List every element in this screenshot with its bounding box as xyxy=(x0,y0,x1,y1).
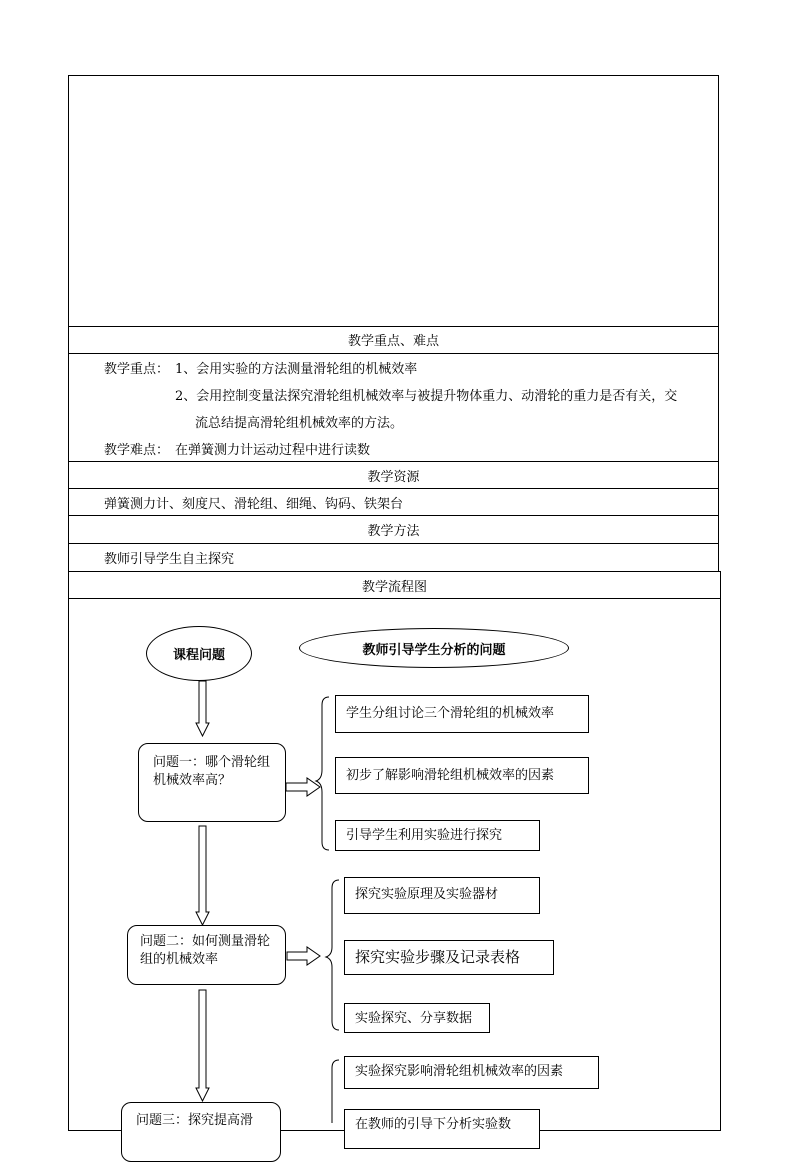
question-2-line1: 问题二：如何测量滑轮 xyxy=(140,934,271,949)
key-difficult-header: 教学重点、难点 xyxy=(347,334,439,349)
guide-node: 教师引导学生分析的问题 xyxy=(299,628,569,668)
difficult-point: 在弹簧测力计运动过程中进行读数 xyxy=(175,443,371,458)
q2-item-3: 实验探究、分享数据 xyxy=(344,1003,490,1033)
arrow-right-2 xyxy=(287,947,320,965)
q3-item-1: 实验探究影响滑轮组机械效率的因素 xyxy=(344,1056,599,1089)
question-1-line2: 机械效率高？ xyxy=(153,773,232,788)
q2-item-2: 探究实验步骤及记录表格 xyxy=(344,940,554,975)
question-3-line1: 问题三：探究提高滑 xyxy=(136,1113,254,1128)
methods-text: 教师引导学生自主探究 xyxy=(104,552,235,567)
brace-1 xyxy=(316,697,329,850)
resources-text: 弹簧测力计、刻度尺、滑轮组、细绳、钩码、铁架台 xyxy=(104,497,404,512)
question-1-line1: 问题一：哪个滑轮组 xyxy=(153,755,271,770)
arrow-down-1 xyxy=(196,681,209,736)
question-2-line2: 组的机械效率 xyxy=(140,952,219,967)
arrow-right-1 xyxy=(286,778,320,796)
key-point-1: 1、会用实验的方法测量滑轮组的机械效率 xyxy=(175,362,418,377)
question-3-box xyxy=(121,1102,281,1162)
methods-header: 教学方法 xyxy=(367,524,420,539)
question-2-box xyxy=(127,925,286,985)
q3-item-2: 在教师的引导下分析实验数 xyxy=(344,1109,540,1149)
start-node: 课程问题 xyxy=(146,626,252,681)
key-point-2-line1: 2、会用控制变量法探究滑轮组机械效率与被提升物体重力、动滑轮的重力是否有关，交 xyxy=(175,389,678,404)
flowchart-header: 教学流程图 xyxy=(361,580,427,595)
difficult-label: 教学难点： xyxy=(104,443,170,458)
key-points-label: 教学重点： xyxy=(104,362,170,377)
q2-item-1: 探究实验原理及实验器材 xyxy=(344,877,540,914)
resources-header: 教学资源 xyxy=(367,470,420,485)
q1-item-2: 初步了解影响滑轮组机械效率的因素 xyxy=(335,757,589,794)
brace-3 xyxy=(332,1060,339,1123)
arrow-down-2 xyxy=(196,826,209,925)
q1-item-3: 引导学生利用实验进行探究 xyxy=(335,820,540,851)
q1-item-1: 学生分组讨论三个滑轮组的机械效率 xyxy=(335,695,589,733)
arrow-down-3 xyxy=(196,990,209,1101)
brace-2 xyxy=(326,880,339,1030)
key-point-2-line2: 流总结提高滑轮组机械效率的方法。 xyxy=(195,416,404,431)
question-1-box xyxy=(138,743,286,822)
